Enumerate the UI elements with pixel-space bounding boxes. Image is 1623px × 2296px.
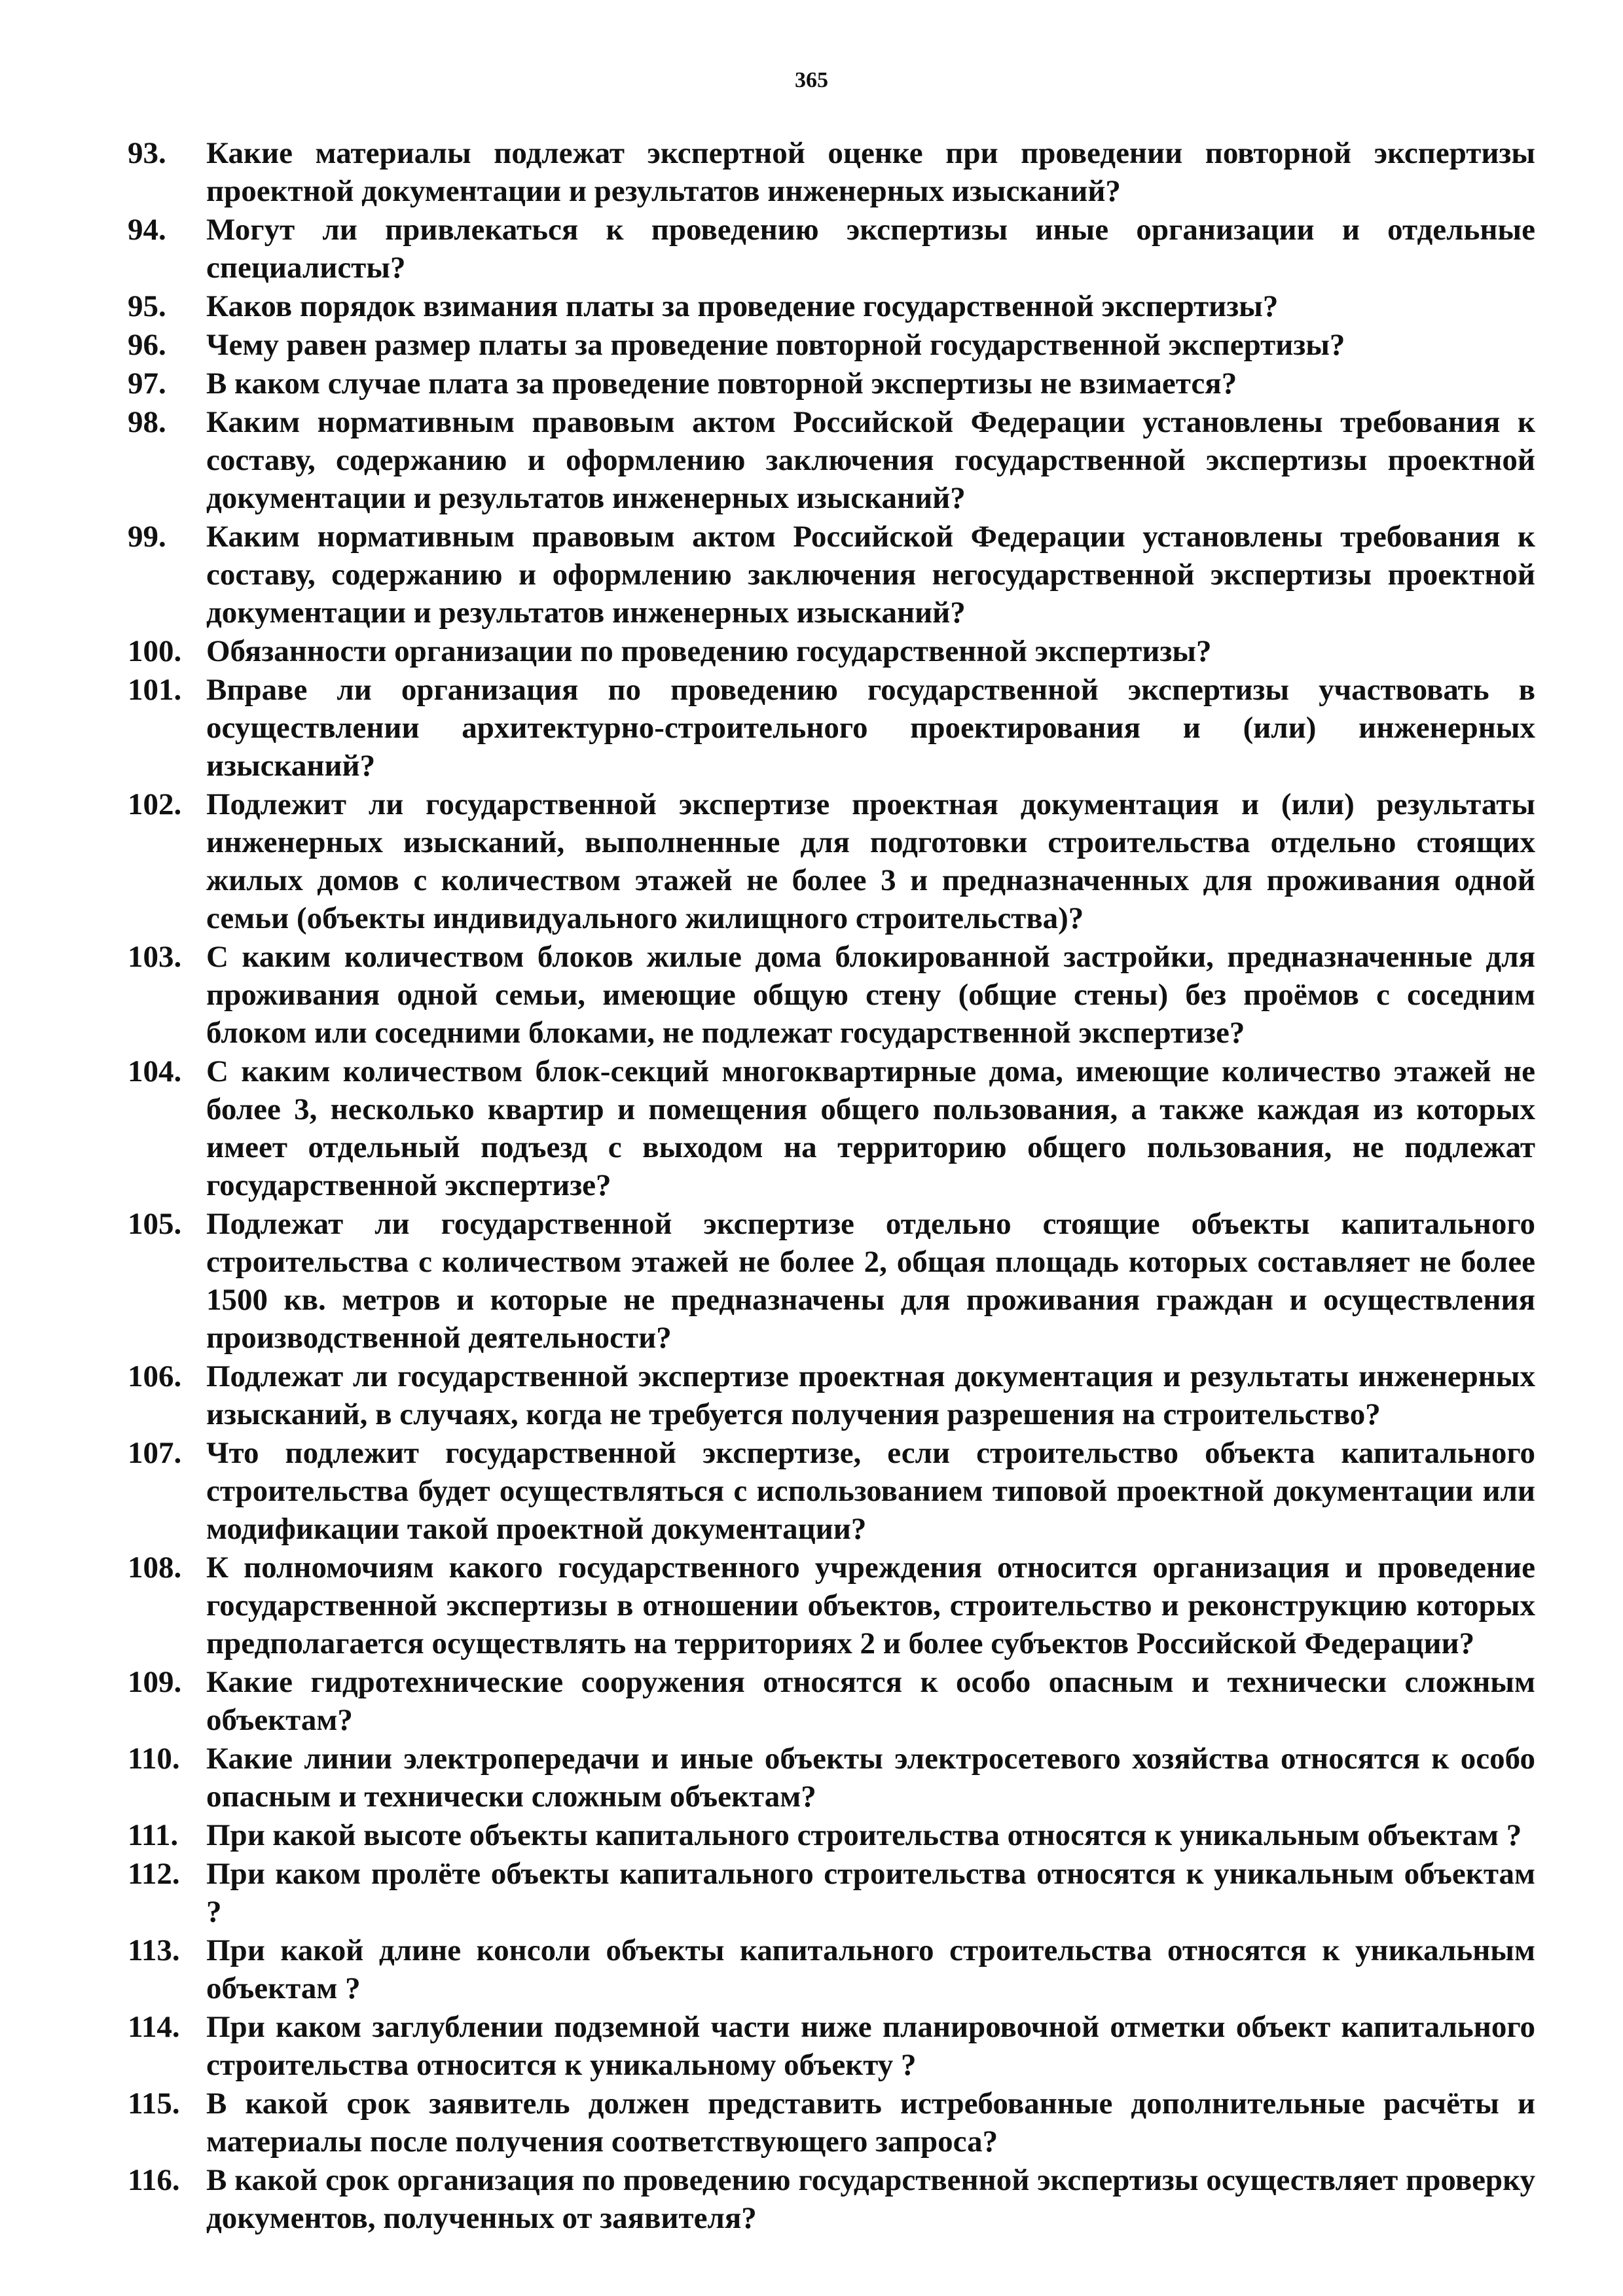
question-text: Могут ли привлекаться к проведению экспертизы иные организации и отдельные специалисты? [206,213,1535,285]
question-number: 114. [128,2010,180,2044]
question-number: 96. [128,328,166,362]
question-item [128,1740,1535,1816]
question-item [128,1855,1535,1931]
question-text: Какие линии электропередачи и иные объекты электросетевого хозяйства относятся к особо опасным и технически сложным объектам? [206,1742,1535,1814]
question-item [128,1663,1535,1739]
question-number: 116. [128,2163,180,2197]
question-number: 99. [128,520,166,554]
question-item [128,1052,1535,1204]
question-text: Каким нормативным правовым актом Российской Федерации установлены требования к составу, содержанию и оформлению заключения государственной экспертизы проектной документации и результатов инженерных изысканий? [206,405,1535,515]
question-text: При какой длине консоли объекты капитального строительства относятся к уникальным объектам ? [206,1933,1535,2005]
question-number: 100. [128,634,182,668]
question-list [128,134,1535,2238]
question-number: 115. [128,2087,180,2121]
question-number: 107. [128,1436,182,1470]
question-item [128,1205,1535,1357]
question-item [128,1931,1535,2007]
question-number: 113. [128,1933,180,1967]
question-number: 108. [128,1551,182,1585]
question-number: 112. [128,1857,180,1891]
question-number: 95. [128,289,166,323]
question-number: 93. [128,136,166,170]
question-number: 109. [128,1665,182,1699]
question-text: Вправе ли организация по проведению государственной экспертизы участвовать в осуществлении архитектурно-строительного проектирования и (или) инженерных изысканий? [206,673,1535,783]
question-text: При каком заглублении подземной части ниже планировочной отметки объект капитального строительства относится к уникальному объекту ? [206,2010,1535,2082]
question-number: 98. [128,405,166,439]
question-number: 94. [128,213,166,247]
question-text: Подлежит ли государственной экспертизе проектная документация и (или) результаты инженерных изысканий, выполненные для подготовки строительства отдельно стоящих жилых домов с количеством этажей не более 3 и предназначенных для проживания одной семьи (объекты индивидуального жилищного строительства)? [206,787,1535,935]
question-text: Обязанности организации по проведению государственной экспертизы? [206,634,1212,668]
question-text: Чему равен размер платы за проведение повторной государственной экспертизы? [206,328,1345,362]
question-item [128,326,1535,364]
question-text: В каком случае плата за проведение повторной экспертизы не взимается? [206,367,1237,401]
question-item [128,671,1535,785]
question-text: Подлежат ли государственной экспертизе отдельно стоящие объекты капитального строительства с количеством этажей не более 2, общая площадь которых составляет не более 1500 кв. метров и которые не предназначены для проживания граждан и осуществления производственной деятельности? [206,1207,1535,1355]
question-text: Каков порядок взимания платы за проведение государственной экспертизы? [206,289,1279,323]
question-item [128,403,1535,517]
question-number: 103. [128,940,182,974]
question-number: 104. [128,1054,182,1088]
question-item [128,785,1535,937]
question-number: 111. [128,1818,179,1852]
question-text: Подлежат ли государственной экспертизе проектная документация и результаты инженерных изысканий, в случаях, когда не требуется получения разрешения на строительство? [206,1359,1535,1431]
question-number: 97. [128,367,166,401]
question-item [128,211,1535,287]
question-text: С каким количеством блоков жилые дома блокированной застройки, предназначенные для проживания одной семьи, имеющие общую стену (общие стены) без проёмов с соседним блоком или соседними блоками, не подлежат государственной экспертизе? [206,940,1535,1050]
question-number: 101. [128,673,182,707]
question-item [128,1549,1535,1662]
question-text: В какой срок заявитель должен представить истребованные дополнительные расчёты и материалы после получения соответствующего запроса? [206,2087,1535,2159]
question-text: Какие материалы подлежат экспертной оценке при проведении повторной экспертизы проектной документации и результатов инженерных изысканий? [206,136,1535,208]
question-item [128,632,1535,670]
question-number: 110. [128,1742,180,1776]
question-text: Что подлежит государственной экспертизе, если строительство объекта капитального строительства будет осуществляться с использованием типовой проектной документации или модификации такой проектной документации? [206,1436,1535,1546]
question-text: С каким количеством блок-секций многоквартирные дома, имеющие количество этажей не более 3, несколько квартир и помещения общего пользования, а также каждая из которых имеет отдельный подъезд с выходом на территорию общего пользования, не подлежат государственной экспертизе? [206,1054,1535,1202]
question-item [128,2085,1535,2161]
question-item [128,2008,1535,2084]
question-item [128,287,1535,325]
question-text: В какой срок организация по проведению государственной экспертизы осуществляет проверку документов, полученных от заявителя? [206,2163,1535,2235]
question-item [128,2161,1535,2237]
question-item [128,518,1535,632]
question-number: 106. [128,1359,182,1393]
question-item [128,1816,1535,1854]
question-item [128,938,1535,1052]
question-number: 105. [128,1207,182,1241]
question-text: Каким нормативным правовым актом Российской Федерации установлены требования к составу, содержанию и оформлению заключения негосударственной экспертизы проектной документации и результатов инженерных изысканий? [206,520,1535,630]
question-item [128,365,1535,403]
question-item [128,1357,1535,1433]
question-text: Какие гидротехнические сооружения относятся к особо опасным и технически сложным объектам? [206,1665,1535,1737]
question-text: При какой высоте объекты капитального строительства относятся к уникальным объектам ? [206,1818,1522,1852]
question-item [128,134,1535,210]
question-text: К полномочиям какого государственного учреждения относится организация и проведение государственной экспертизы в отношении объектов, строительство и реконструкцию которых предполагается осуществлять на территориях 2 и более субъектов Российской Федерации? [206,1551,1535,1660]
question-text: При каком пролёте объекты капитального строительства относятся к уникальным объектам ? [206,1857,1535,1929]
question-item [128,1434,1535,1548]
page-number: 365 [795,68,828,92]
question-number: 102. [128,787,182,821]
